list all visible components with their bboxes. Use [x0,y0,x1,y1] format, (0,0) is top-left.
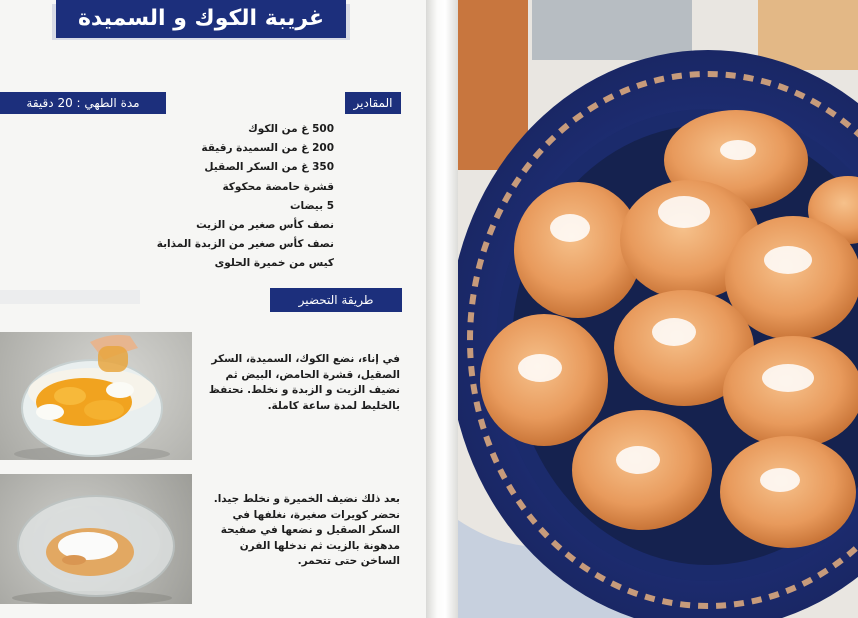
cookies-photo [458,0,858,618]
step-1-text: في إناء، نضع الكوك، السميدة، السكر الصقيل، قشرة الحامض، البيض ثم نضيف الزيت و الزبدة و نخلط. نحتفظ بالخليط لمدة ساعة كاملة. [208,353,400,412]
step-2-text: بعد ذلك نضيف الخميرة و نخلط جيدا. نحضر كويرات صغيرة، نغلفها في السكر الصقيل و نضعها في صفيحة مدهونة بالزيت ثم ندخلها الفرن الساخن حتى تتحمر. [213,493,400,568]
plate-of-cookies-illustration [458,0,858,618]
ingredient-list [74,120,334,274]
page-gutter [426,0,458,618]
ingredient-item: 350 غ من السكر الصقيل [204,161,334,174]
step-1-photo [0,332,192,460]
ingredient-item: كيس من خميرة الحلوى [214,257,334,270]
glass-bowl-illustration [0,474,192,604]
ingredient-item: قشرة حامضة محكوكة [222,180,334,193]
ingredient-item: 5 بيضات [289,199,334,212]
ingredients-heading: المقادير [345,92,401,114]
faint-band [0,290,140,304]
cook-time-badge: مدة الطهي : 20 دقيقة [0,92,166,114]
step-2-photo [0,474,192,604]
ingredient-item: 500 غ من الكوك [248,123,334,135]
recipe-page [0,0,426,618]
method-heading: طريقة التحضير [270,288,402,312]
recipe-title: غريبة الكوك و السميدة [56,0,346,38]
mixing-bowl-illustration [0,332,192,460]
ingredient-item: 200 غ من السميدة رقيقة [201,142,334,155]
ingredient-item: نصف كأس صغير من الزيت [196,219,334,232]
ingredient-item: نصف كأس صغير من الزبدة المذابة [156,238,334,251]
